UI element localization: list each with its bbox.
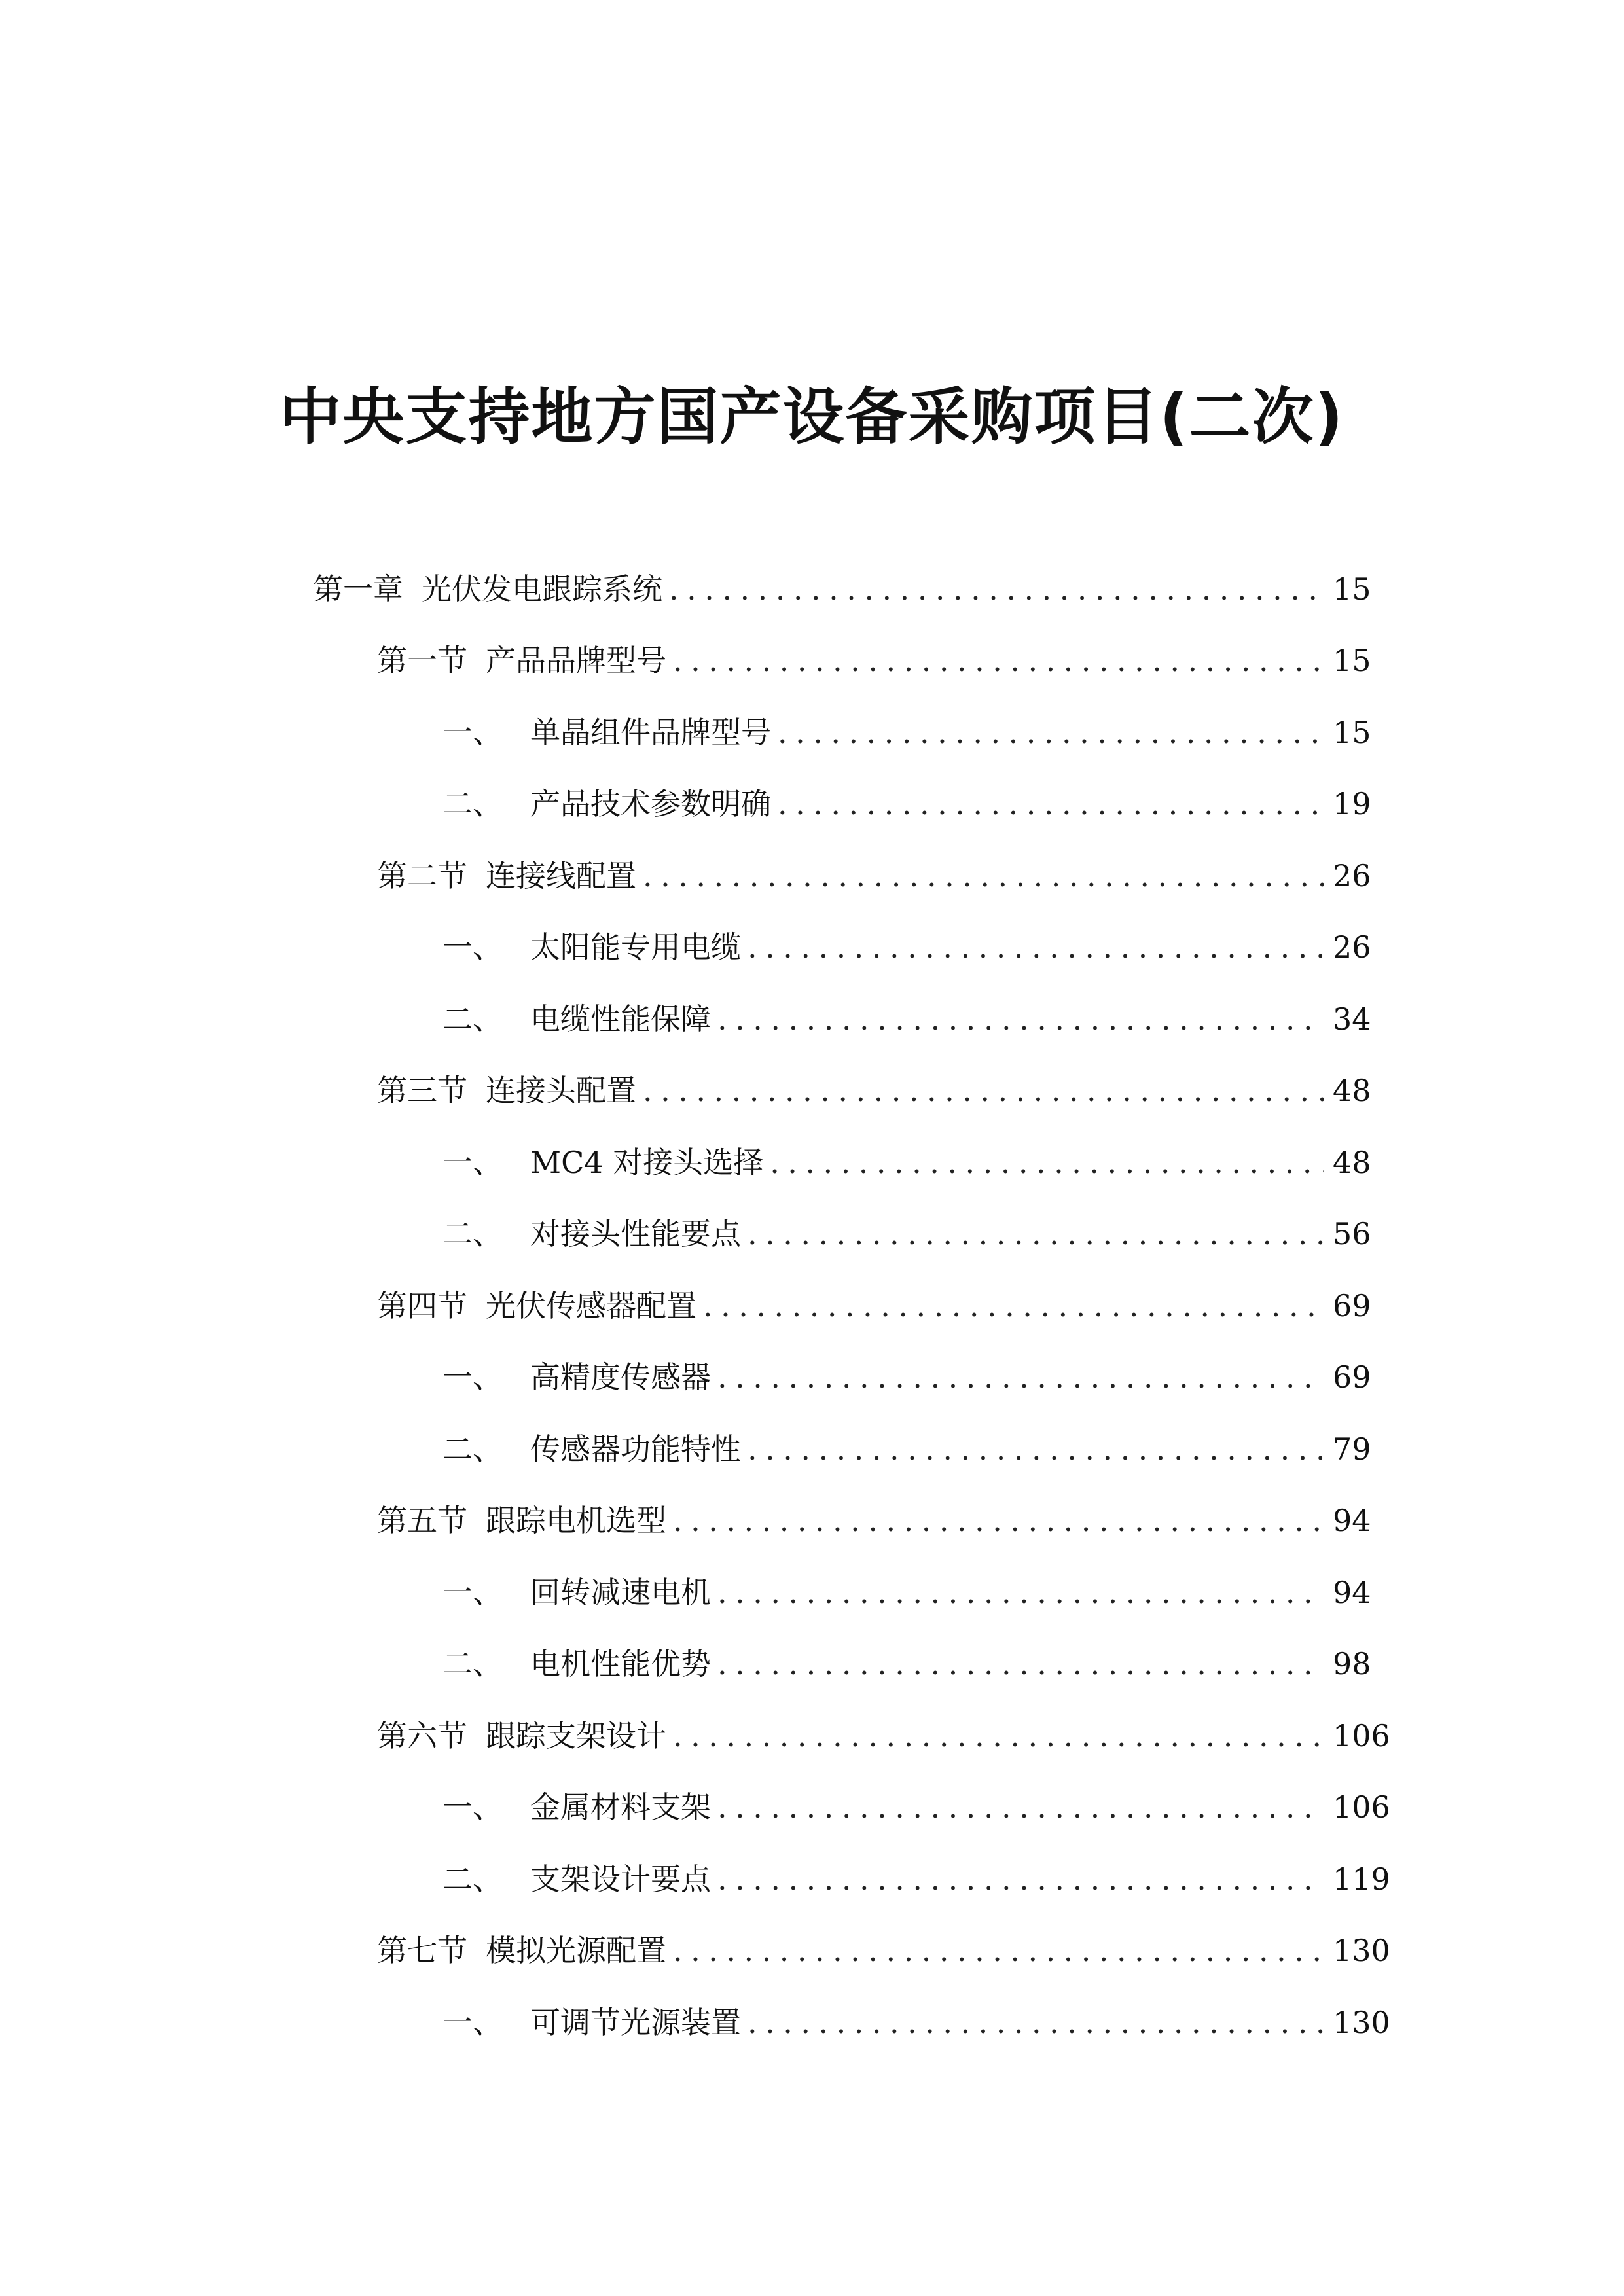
toc-entry-label: 传感器功能特性 [530, 1431, 741, 1467]
toc-entry-item[interactable] [0, 983, 1624, 1055]
toc-entry-item[interactable] [0, 1198, 1624, 1270]
toc-dot-leader [673, 1931, 1324, 1970]
toc-entry-page: 15 [1333, 571, 1371, 607]
toc-entry-item[interactable] [0, 1556, 1624, 1628]
toc-entry-section[interactable] [0, 1700, 1624, 1772]
toc-entry-page: 130 [1333, 1933, 1390, 1969]
toc-entry-item[interactable] [0, 1342, 1624, 1414]
toc-entry-label: 对接头性能要点 [530, 1216, 741, 1252]
toc-entry-number: 第六节 [377, 1717, 467, 1753]
toc-entry-label: 高精度传感器 [530, 1359, 711, 1395]
toc-dot-leader [770, 1143, 1324, 1182]
toc-dot-leader [717, 1644, 1324, 1683]
toc-entry-label: 单晶组件品牌型号 [530, 714, 771, 750]
toc-entry-number: 第五节 [377, 1503, 467, 1539]
toc-entry-label: 可调节光源装置 [530, 2004, 741, 2040]
toc-entry-number: 一、 [442, 929, 503, 965]
toc-entry-label: 产品技术参数明确 [530, 786, 771, 822]
toc-entry-page: 15 [1333, 714, 1371, 750]
toc-entry-section[interactable] [0, 1270, 1624, 1342]
toc-entry-number: 二、 [442, 1646, 503, 1682]
toc-entry-number: 二、 [442, 1001, 503, 1037]
toc-entry-page: 94 [1333, 1503, 1371, 1539]
toc-dot-leader [748, 927, 1324, 967]
toc-entry-label: 金属材料支架 [530, 1789, 711, 1825]
toc-entry-number: 一、 [442, 1359, 503, 1395]
toc-entry-page: 34 [1333, 1001, 1371, 1037]
toc-entry-item[interactable] [0, 768, 1624, 840]
toc-dot-leader [673, 1716, 1324, 1755]
toc-entry-label: 产品品牌型号 [486, 643, 666, 679]
toc-entry-label: 光伏传感器配置 [486, 1287, 696, 1323]
toc-entry-label: 连接线配置 [486, 857, 636, 893]
toc-dot-leader [778, 784, 1324, 823]
toc-entry-section[interactable] [0, 625, 1624, 697]
toc-entry-number: 第一节 [377, 643, 467, 679]
toc-entry-item[interactable] [0, 1772, 1624, 1844]
toc-entry-number: 一、 [442, 1144, 503, 1180]
toc-dot-leader [717, 1573, 1324, 1612]
toc-dot-leader [669, 569, 1324, 609]
toc-entry-item[interactable] [0, 696, 1624, 768]
toc-entry-label: 支架设计要点 [530, 1861, 711, 1897]
toc-entry-page: 106 [1333, 1717, 1390, 1753]
toc-dot-leader [673, 641, 1324, 680]
toc-entry-page: 69 [1333, 1359, 1371, 1395]
toc-entry-page: 56 [1333, 1216, 1371, 1252]
toc-entry-page: 119 [1333, 1861, 1390, 1897]
toc-entry-label: 跟踪支架设计 [486, 1717, 666, 1753]
toc-dot-leader [748, 1214, 1324, 1253]
toc-entry-label: 电机性能优势 [530, 1646, 711, 1682]
toc-entry-item[interactable] [0, 1413, 1624, 1485]
toc-dot-leader [748, 1429, 1324, 1469]
toc-dot-leader [673, 1501, 1324, 1540]
toc-dot-leader [703, 1286, 1324, 1325]
toc-entry-label: MC4 对接头选择 [530, 1144, 764, 1180]
toc-entry-page: 106 [1333, 1789, 1390, 1825]
toc-dot-leader [643, 856, 1324, 895]
toc-entry-number: 二、 [442, 786, 503, 822]
toc-entry-item[interactable] [0, 912, 1624, 984]
toc-entry-label: 电缆性能保障 [530, 1001, 711, 1037]
toc-entry-number: 二、 [442, 1216, 503, 1252]
toc-dot-leader [717, 1357, 1324, 1397]
toc-entry-chapter[interactable] [0, 553, 1624, 625]
toc-entry-number: 二、 [442, 1431, 503, 1467]
toc-entry-number: 二、 [442, 1861, 503, 1897]
toc-dot-leader [748, 2003, 1324, 2042]
toc-dot-leader [643, 1071, 1324, 1110]
toc-entry-page: 19 [1333, 786, 1371, 822]
toc-entry-section[interactable] [0, 840, 1624, 912]
table-of-contents [0, 553, 1624, 2058]
toc-entry-number: 一、 [442, 2004, 503, 2040]
toc-entry-item[interactable] [0, 1126, 1624, 1198]
toc-entry-section[interactable] [0, 1055, 1624, 1127]
toc-entry-number: 第四节 [377, 1287, 467, 1323]
document-title: 中央支持地方国产设备采购项目(二次) [280, 381, 1344, 453]
toc-entry-label: 光伏发电跟踪系统 [422, 571, 662, 607]
toc-entry-item[interactable] [0, 1986, 1624, 2058]
toc-entry-number: 第一章 [313, 571, 403, 607]
toc-entry-page: 48 [1333, 1073, 1371, 1109]
toc-entry-page: 69 [1333, 1287, 1371, 1323]
toc-entry-label: 连接头配置 [486, 1073, 636, 1109]
toc-entry-label: 模拟光源配置 [486, 1933, 666, 1969]
toc-entry-item[interactable] [0, 1628, 1624, 1700]
toc-entry-number: 一、 [442, 1789, 503, 1825]
toc-entry-page: 15 [1333, 643, 1371, 679]
toc-entry-number: 第三节 [377, 1073, 467, 1109]
toc-entry-page: 94 [1333, 1574, 1371, 1610]
toc-entry-label: 跟踪电机选型 [486, 1503, 666, 1539]
toc-entry-label: 回转减速电机 [530, 1574, 711, 1610]
toc-entry-page: 26 [1333, 929, 1371, 965]
toc-entry-number: 一、 [442, 714, 503, 750]
toc-entry-page: 98 [1333, 1646, 1371, 1682]
toc-entry-number: 第七节 [377, 1933, 467, 1969]
toc-dot-leader [778, 713, 1324, 752]
toc-entry-item[interactable] [0, 1843, 1624, 1915]
toc-entry-section[interactable] [0, 1915, 1624, 1987]
toc-dot-leader [717, 1787, 1324, 1827]
toc-dot-leader [717, 1859, 1324, 1899]
toc-entry-number: 一、 [442, 1574, 503, 1610]
toc-entry-page: 130 [1333, 2004, 1390, 2040]
toc-dot-leader [717, 999, 1324, 1039]
toc-entry-section[interactable] [0, 1485, 1624, 1557]
toc-entry-number: 第二节 [377, 857, 467, 893]
toc-entry-page: 48 [1333, 1144, 1371, 1180]
toc-entry-page: 79 [1333, 1431, 1371, 1467]
toc-entry-label: 太阳能专用电缆 [530, 929, 741, 965]
toc-entry-page: 26 [1333, 857, 1371, 893]
